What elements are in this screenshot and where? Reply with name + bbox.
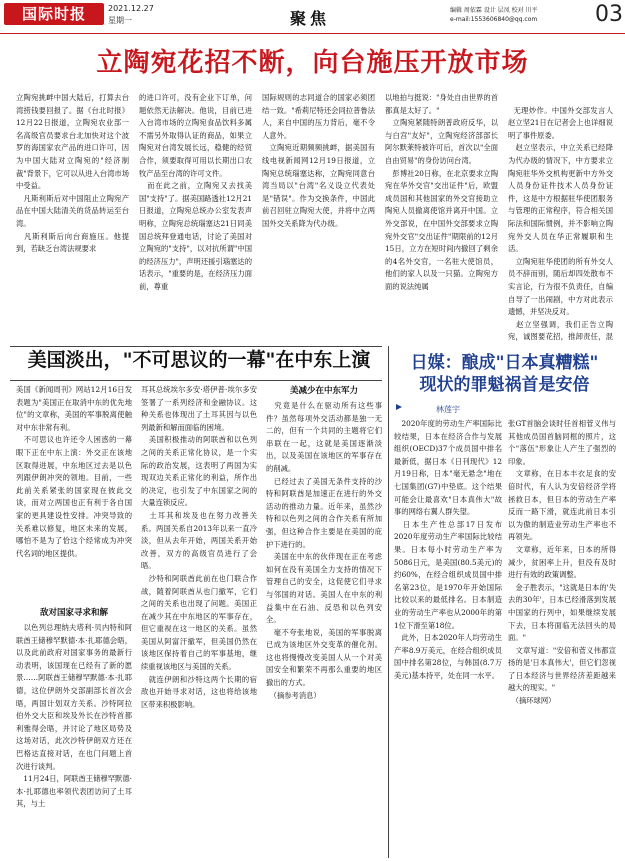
article2-col-2: 耳其总统埃尔多安·塔伊普·埃尔多安签署了一系列经济和金融协议。这种关系也体现出了土耳其因与以色列最新和解而面临的困境。 美国积极推动的阿联酋和以色列之间的关系正常化协议，是一个实际的政治发展，这表明了两国为实现双边关系正常化的利益，所作出的决定，也引发了中东国家之间的大量连锁反应。 土耳其和埃及也在努力改善关系。两国关系自2013年以来一直冷淡，但从去年开始，两国关系开始改善，双方的高级官员进行了会晤。 沙特和阿联酋此前在也门联合作战，随着阿联酋从也门撤军，它们之间的关系也出现了问题。美国正在减少其在中东地区的军事存在，但它重视在这一地区的关系。虽然美国从阿富汗撤军，但美国仍然在该地区保持着自己的军事基地，继续重视该地区与美国的关系。 就连伊朗和沙特这两个长期的宿敌也开始寻求对话，这也将给该地区带来积极影响。 <box>141 385 257 709</box>
main-article-col-5-text: 无理炒作。中国外交部发言人赵立坚21日在记者会上也详细说明了事件原委。 赵立坚表示，中立关系已经降为代办级的情况下，中方要求立陶宛驻华外交机构更新中方外交人员身份证件技术人员身份证件，这是中方根据驻华使团服务与管理的正常程序，符合相关国际法和国际惯例，并不影响立陶宛外交人员在华正常履职和生活。 立陶宛驻华使团的所有外交人员不辞而别，随后却四处散布不实言论，行为很不负责任，自编自导了一出闹剧，中方对此表示遗憾，并坚决反对。 赵立坚强调，我们正告立陶宛，诚图要花招，推卸责任，混 <box>508 105 613 342</box>
article2-subhead-1: 敌对国家寻求和解 <box>39 608 108 618</box>
main-article-col-4: 以地拍与挺说："身处自由世界的首都真是太好了。" 立陶宛紧随特朗普政府反华，以与白宫"友好"，立陶宛经济部部长阿尔默莱特被许可后，首次以"全面自由贸易"的身份访问台湾。 彭博社20日称，在北京要求立陶宛在华外交官"交出证件"后，欧盟成员国和其他国家的外交官接助立陶宛人员撤离使馆并离开中国。立外交部说，在中国外交部要求立陶宛外交官"交出证件"期限前的12月15日，立方在短时间内撤回了剩余的4名外交官，一名驻大使馆员，他们的家人以及一只猫。立陶宛方面的说法纯属 <box>385 93 498 291</box>
article3-col-1: 2020年度的劳动生产率国际比较结果，日本在经济合作与发展组织(OECD)37个成员国中排名最新低，据日本《日刊现代》12月19日称，日本"毫无悬念"地在七国集团(G7)中垫底。这个结果可能会让最喜欢"日本真伟大"故事的网络右翼人群失望。 日本生产性总部17日发布2020年度劳动生产率国际比较结果。日本每小时劳动生产率为5086日元，是美国(80.5美元)的约60%，在经合组织成员国中排名第23位，是1970年开始国际比较以来的最低排名。日本制造业的劳动生产率也从2000年的第1位下滑至第18位。 此外，日本2020年人均劳动生产率8.9万美元，在经合组织成员国中排名第28位，与韩国(8.7万美元)基本持平，处在同一水平。 <box>394 419 502 680</box>
article2-col-3: 究竟是什么在驱动所有这些事件？虽然每项外交活动都是独一无二的，但有一个共同的主题将它们串联在一起，这就是美国逐渐淡出，以及美国在该地区的军事存在的削减。 已经过去了美国无条件支持的沙特和阿联酋是加速正在进行的外交活动的推动力量。近年来，虽然沙特和以色列之间的合作关系有所加强，但这种合作主要是在美国的庇护下进行的。 美国在中东的伙伴现在正在考虑如何在没有美国全力支持的情况下管理自己的安全，这促使它们寻求与邻国的对话。美国人在中东的利益集中在石油、反恐和以色列安全。 毫不夸张地说，美国的军事脱离已成为该地区外交变革的催化剂。这也将慢慢改变美国人从一个对美国安全和繁荣不再那么重要的地区撤出的方式。 （摘参考消息） <box>266 401 382 700</box>
issue-weekday: 星期一 <box>108 16 132 25</box>
header-rule <box>0 33 625 34</box>
article2-headline-rule <box>10 380 382 381</box>
newspaper-logo: 国际时报 <box>4 3 104 25</box>
byline-marker-icon <box>396 402 416 412</box>
contact-email: e-mail:1553606840@qq.com <box>450 16 538 23</box>
main-article-col-1: 立陶宛挑衅中国大陆后，打算去台湾捞钱要回报了。据《台北时报》12月22日报道，立陶宛农业部一名高级官员要求台北加快对这个波罗的海国家农产品的进口许可，因为中国大陆对立陶宛的"经济制裁"背景下，它可以从进入台湾市场中受益。 凡斯利斯后对中国阻止立陶宛产品在中国大陆清关的货品转运至台湾。 凡斯利斯后向台商施压。他提到，若缺乏台湾法规要求 <box>16 93 129 254</box>
editor-credits: 编辑 周依霖 设计 层凤 校对 川平 <box>450 7 538 14</box>
article3-headline-line-2: 现状的罪魁祸首是安倍 <box>419 375 590 395</box>
issue-date: 2021.12.27 <box>108 4 154 13</box>
article3-headline <box>392 352 617 396</box>
section-title: 聚焦 <box>290 9 331 28</box>
article2-subhead-2: 美减少在中东军力 <box>289 386 358 396</box>
article2-col-1b: 以色列总理纳夫塔利·贝内特和阿联酋王储穆罕默德·本·扎耶德会晤，以及此前政府对国家事务的最新行动表明，该国现在已经有了新的愿景……阿联酋王储穆罕默德·本·扎耶德，这位伊朗外交部副部长首次会晤，两国计划双方关系。沙特阿拉伯外交大臣和埃及外长在沙特首都利雅得会晤，并讨论了地区局势及这场对话，此次沙特伊朗双方还在巴格达直接对话，在也门问题上首次进行谈判。 11月24日，阿联酋王储穆罕默德·本·扎耶德也率领代表团访问了土耳其，与土 <box>16 623 132 809</box>
article3-col-2: 张GT首脑会谈时任首相菅义伟与其他成员国首脑同框的照片，这个"落伍"形象让人产生了强烈的印象。 文章称，在日本丰衣足食的安倍时代，有人认为安倍经济学将拯救日本，但日本的劳动生产率反而一路下滑，就连此前日本引以为傲的制造业劳动生产率也不再领先。 文章称，近年来，日本的所得减少，贫困率上升，但没有及时进行有效的政策调整。 金子胜表示，"这就是日本的'失去的30年'，日本已经滑落到发展中国家的行列中，如果继续发展下去，日本将面临无法回头的局面。" 文章写道："安倍和菅义伟都宣扬的是'日本真伟大'，但它们忽视了日本经济与世界经济差距越来越大的现实。" （摘环球网） <box>508 419 616 706</box>
article2-headline: 美国淡出，"不可思议的一幕"在中东上演 <box>27 349 371 371</box>
main-headline: 立陶宛花招不断，向台施压开放市场 <box>96 48 529 78</box>
page-number: 03 <box>595 2 623 27</box>
article3-byline: 林莲宇 <box>436 405 460 414</box>
column-divider <box>388 346 389 858</box>
article2-col-1a: 美国《新闻周刊》网站12月16日发表题为"美国正在取消中东的优先地位"的文章称，美国的军事脱离使触对中东非常有利。 不可思议也许还令人困惑的一幕眼下正在中东上演：外交正在该地区取得进展，中东地区过去是以色列跟伊朗冲突的领地。目前，一些此前关系紧张的国家现在彼此交谈，而对立两国也正有利于各自国家的更具建设性安排。冲突导致的关系难以修复，地区未来的发展，哪怕不是为了恰这个经常成为冲突代名词的地区提供。 <box>16 385 132 558</box>
main-article-col-2: 的进口许可，没有企业下订单，问题依然无法解决。他说，目前已进入台湾市场的立陶宛食品饮料多属不需另外取得认证的商品，如果立陶宛对台湾发展长远，稳健的经贸合作，须要取得可用以长期出口农牧产品至台湾的许可文件。 而在此之前，立陶宛又去找美国"支持"了。据美国路透社12月21日报道，立陶宛总统办公室发表声明称，立陶宛总统瑙塞达21日同美国总统拜登通电话，讨论了美国对立陶宛的"支持"，以对抗所谓"中国的经济压力"，声明还援引瑙塞达的话表示，"重要的是，在经济压力面前，尊重 <box>139 93 252 291</box>
main-article-col-5 <box>508 92 613 342</box>
main-article-col-3: 国际规则的志同道合的国家必须团结一致。"希莉尼特还会同拉普鲁法人，来自中国的压力背后，毫不令人意外。 立陶宛近期频频挑衅，据美国有线电视新闻网12月19日报道，立陶宛总统瑙塞达称，立陶宛同意台湾当局以"台湾"名义设立代表处是"错误"。作为交换条件，中国此前召回驻立陶宛大使，并将中立两国外交关系降为代办级。 <box>262 93 375 228</box>
article3-headline-line-1: 日媒：酿成"日本真糟糕" <box>410 353 599 373</box>
